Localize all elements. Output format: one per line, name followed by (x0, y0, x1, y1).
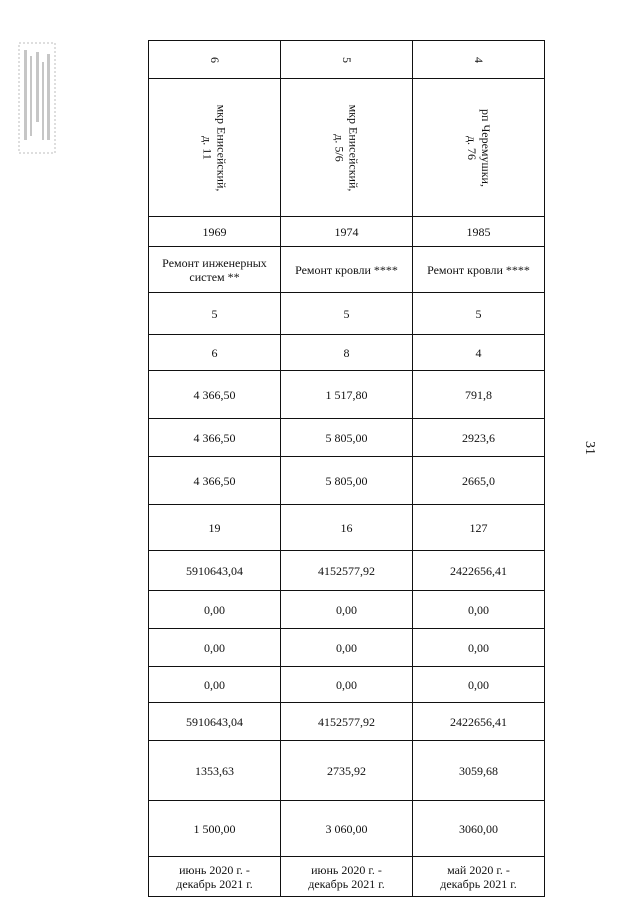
cell-col2-r5: 5 (281, 293, 413, 335)
cell-col1-r10: 19 (149, 505, 281, 551)
cell-col2-r14: 0,00 (281, 667, 413, 703)
cell-col1-r5: 5 (149, 293, 281, 335)
cell-col3-r14: 0,00 (413, 667, 545, 703)
cell-col2-address: мкр Енисейский, д. 5/6 (281, 79, 413, 217)
table-row-address (149, 79, 545, 217)
cell-col3-r10: 127 (413, 505, 545, 551)
cell-col1-period: июнь 2020 г. - декабрь 2021 г. (149, 857, 281, 897)
cell-col2-period: июнь 2020 г. - декабрь 2021 г. (281, 857, 413, 897)
table-row-number (149, 41, 545, 79)
cell-col2-r11: 4152577,92 (281, 551, 413, 591)
cell-col2-number: 5 (281, 41, 413, 79)
cell-col1-r17: 1 500,00 (149, 801, 281, 857)
table-row-12 (149, 591, 545, 629)
cell-col1-r7: 4 366,50 (149, 371, 281, 419)
cell-col2-r8: 5 805,00 (281, 419, 413, 457)
cell-col1-r14: 0,00 (149, 667, 281, 703)
cell-col1-r12: 0,00 (149, 591, 281, 629)
cell-col1-r6: 6 (149, 335, 281, 371)
data-table (148, 40, 545, 897)
cell-col3-r15: 2422656,41 (413, 703, 545, 741)
table-row-17 (149, 801, 545, 857)
cell-col3-address: рп Черемушки, д. 76 (413, 79, 545, 217)
cell-col3-r5: 5 (413, 293, 545, 335)
table-row-8 (149, 419, 545, 457)
table-row-5 (149, 293, 545, 335)
cell-col3-r6: 4 (413, 335, 545, 371)
table-row-6 (149, 335, 545, 371)
cell-col3-r13: 0,00 (413, 629, 545, 667)
table-row-year (149, 217, 545, 247)
cell-col2-r13: 0,00 (281, 629, 413, 667)
table-row-7 (149, 371, 545, 419)
cell-col2-r17: 3 060,00 (281, 801, 413, 857)
table-row-work-type (149, 247, 545, 293)
page-number: 31 (582, 441, 597, 455)
cell-col3-number: 4 (413, 41, 545, 79)
cell-col1-year: 1969 (149, 217, 281, 247)
cell-col3-r7: 791,8 (413, 371, 545, 419)
cell-col1-r13: 0,00 (149, 629, 281, 667)
cell-col2-r7: 1 517,80 (281, 371, 413, 419)
table-row-15 (149, 703, 545, 741)
cell-col3-r12: 0,00 (413, 591, 545, 629)
table-row-9 (149, 457, 545, 505)
cell-col3-r11: 2422656,41 (413, 551, 545, 591)
cell-col1-r8: 4 366,50 (149, 419, 281, 457)
table-row-period (149, 857, 545, 897)
table-row-10 (149, 505, 545, 551)
cell-col3-year: 1985 (413, 217, 545, 247)
cell-col2-r15: 4152577,92 (281, 703, 413, 741)
cell-col3-r17: 3060,00 (413, 801, 545, 857)
cell-col3-r16: 3059,68 (413, 741, 545, 801)
cell-col1-work-type: Ремонт инженерных систем ** (149, 247, 281, 293)
cell-col1-number: 6 (149, 41, 281, 79)
cell-col2-r12: 0,00 (281, 591, 413, 629)
cell-col2-r6: 8 (281, 335, 413, 371)
table-row-14 (149, 667, 545, 703)
cell-col1-r16: 1353,63 (149, 741, 281, 801)
cell-col3-period: май 2020 г. - декабрь 2021 г. (413, 857, 545, 897)
cell-col3-work-type: Ремонт кровли **** (413, 247, 545, 293)
cell-col2-year: 1974 (281, 217, 413, 247)
cell-col2-r16: 2735,92 (281, 741, 413, 801)
cell-col3-r8: 2923,6 (413, 419, 545, 457)
cell-col2-work-type: Ремонт кровли **** (281, 247, 413, 293)
cell-col2-r10: 16 (281, 505, 413, 551)
cell-col1-r15: 5910643,04 (149, 703, 281, 741)
table-row-13 (149, 629, 545, 667)
cell-col3-r9: 2665,0 (413, 457, 545, 505)
cell-col1-r11: 5910643,04 (149, 551, 281, 591)
cell-col1-address: мкр Енисейский, д. 11 (149, 79, 281, 217)
stamp-mark (18, 42, 56, 154)
cell-col1-r9: 4 366,50 (149, 457, 281, 505)
table-row-11 (149, 551, 545, 591)
table-row-16 (149, 741, 545, 801)
cell-col2-r9: 5 805,00 (281, 457, 413, 505)
